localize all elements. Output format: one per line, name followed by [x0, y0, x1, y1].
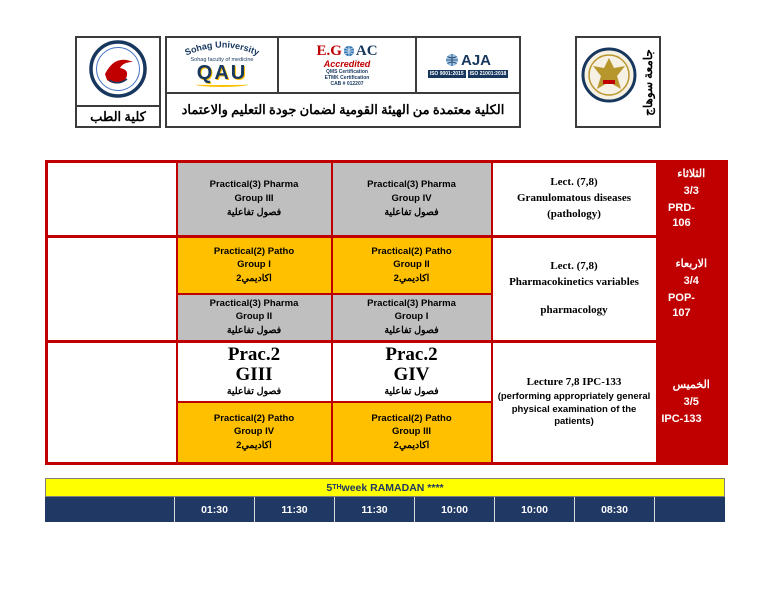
svg-text:Sohag University: Sohag University: [183, 39, 261, 58]
session-group: Group I: [237, 259, 271, 271]
day-date: 3/3: [683, 185, 699, 198]
practical-title: Prac.2: [227, 343, 281, 365]
session-mode: فصول تفاعلية: [384, 385, 439, 397]
time-row: [45, 497, 725, 522]
university-name-text: جامعة سوهاج: [640, 48, 655, 116]
qau-subtitle: Sohag faculty of medicine: [190, 57, 254, 63]
globe-icon: [445, 53, 459, 67]
university-logo-icon: [581, 47, 637, 103]
empty-cell-wednesday: [47, 237, 177, 342]
session-title: Practical(2) Patho: [371, 245, 452, 257]
cell-thursday-prac-group4: [332, 341, 492, 401]
aja-wordmark: [445, 53, 491, 68]
lecture-topic: Granulomatous diseases: [517, 192, 631, 205]
accreditation-statement: الكلية معتمدة من الهيئة القومية لضمان جودة التعليم والاعتماد: [181, 101, 505, 117]
day-date: 3/4: [683, 275, 699, 288]
session-mode: فصول تفاعلية: [384, 325, 439, 337]
egac-cert-line-1: QMS Certification: [326, 68, 368, 75]
day-cell-wednesday: [657, 237, 727, 342]
cell-tuesday-lecture: [492, 162, 657, 237]
session-title: Practical(3) Pharma: [367, 297, 456, 309]
faculty-name: كلية الطب: [77, 105, 159, 126]
session-group: Group IV: [391, 193, 432, 205]
university-logo-box: [575, 36, 661, 128]
cell-thursday-lecture: [492, 341, 657, 463]
session-title: Practical(3) Pharma: [209, 297, 299, 309]
cell-wednesday-patho-group1: [177, 237, 332, 294]
lecture-subject: (pathology): [547, 207, 601, 220]
practical-group: GIII: [235, 363, 273, 385]
time-cell-blank-right: [655, 497, 725, 522]
egac-cert-line-3: CAB # 012207: [330, 80, 364, 87]
cell-wednesday-lecture: [492, 237, 657, 342]
cell-tuesday-pharma-group3: [177, 162, 332, 237]
egac-logo: [279, 38, 417, 92]
session-mode: فصول تفاعلية: [226, 206, 282, 218]
day-date: 3/5: [683, 396, 699, 408]
day-cell-thursday: [657, 341, 727, 463]
empty-cell-tuesday: [47, 162, 177, 237]
header-logos: [75, 36, 661, 128]
time-cell-3: 11:30: [335, 497, 415, 522]
schedule-table: [45, 160, 728, 465]
session-mode: اكاديمي2: [393, 440, 430, 452]
session-title: Practical(2) Patho: [371, 412, 452, 424]
day-cell-tuesday: [657, 162, 727, 237]
lecture-description: (performing appropriately general physical examination of the patients): [497, 390, 651, 428]
session-mode: اكاديمي2: [236, 440, 272, 452]
lecture-slot: Lecture 7,8 IPC-133: [526, 375, 622, 388]
faculty-logo-box: [75, 36, 161, 128]
time-cell-blank-left: [45, 497, 175, 522]
session-group: Group III: [234, 193, 274, 205]
qau-swoosh-decoration: [196, 82, 248, 87]
session-title: Practical(2) Patho: [213, 412, 295, 424]
time-cell-5: 10:00: [495, 497, 575, 522]
iso-9001-badge: ISO 9001:2015: [429, 70, 464, 77]
lecture-slot: Lect. (7,8): [550, 259, 598, 272]
session-group: Group I: [394, 311, 429, 323]
time-cell-2: 11:30: [255, 497, 335, 522]
banner-week-number: 5: [326, 481, 333, 494]
session-group: Group II: [235, 311, 273, 323]
course-code: IPC-133: [661, 412, 702, 425]
session-title: Practical(3) Pharma: [367, 179, 456, 191]
egac-cert-line-2: ETMK Certification: [324, 74, 370, 81]
aja-name: AJA: [460, 51, 491, 69]
aja-logo: [417, 38, 519, 92]
session-mode: فصول تفاعلية: [384, 206, 439, 218]
course-code: POP-107: [668, 291, 695, 319]
egac-wordmark: [316, 44, 377, 59]
qau-acronym: QAU: [196, 62, 248, 84]
cell-wednesday-patho-group2: [332, 237, 492, 294]
lecture-subject: pharmacology: [540, 303, 608, 316]
practical-group: GIV: [393, 363, 430, 385]
day-name: الثلاثاء: [677, 168, 706, 181]
cell-wednesday-pharma-group1: [332, 294, 492, 342]
lecture-topic: Pharmacokinetics variables: [509, 275, 639, 288]
session-mode: اكاديمي2: [236, 273, 272, 285]
practical-title: Prac.2: [385, 343, 438, 365]
egac-letters-right: AC: [355, 42, 378, 59]
cell-wednesday-pharma-group2: [177, 294, 332, 342]
time-cell-4: 10:00: [415, 497, 495, 522]
accreditation-box: [165, 36, 521, 128]
cell-tuesday-pharma-group4: [332, 162, 492, 237]
session-mode: فصول تفاعلية: [226, 385, 282, 397]
empty-cell-thursday: [47, 341, 177, 463]
week-banner: 5 TH week RAMADAN ****: [45, 478, 725, 497]
lecture-slot: Lect. (7,8): [550, 176, 598, 189]
cell-thursday-patho-group4: [177, 402, 332, 464]
session-title: Practical(2) Patho: [213, 245, 295, 257]
time-cell-1: 01:30: [175, 497, 255, 522]
session-title: Practical(3) Pharma: [209, 179, 299, 191]
session-mode: فصول تفاعلية: [226, 325, 282, 337]
aja-iso-badges: [428, 70, 509, 78]
egac-letters-left: E.G: [316, 42, 342, 59]
session-group: Group II: [393, 259, 430, 271]
faculty-logo-icon: [89, 40, 147, 98]
qau-logo: [167, 38, 279, 92]
iso-21001-badge: ISO 21001:2018: [469, 70, 507, 77]
session-mode: اكاديمي2: [393, 273, 430, 285]
cell-thursday-prac-group3: [177, 341, 332, 401]
globe-icon: [343, 45, 355, 57]
day-name: الخميس: [672, 379, 710, 392]
university-name: [637, 38, 659, 126]
banner-week-text: week RAMADAN ****: [341, 481, 444, 494]
session-group: Group III: [391, 426, 432, 438]
session-group: Group IV: [233, 426, 275, 438]
egac-accredited-label: Accredited: [323, 58, 371, 69]
course-code: PRD-106: [668, 202, 695, 229]
cell-thursday-patho-group3: [332, 402, 492, 464]
day-name: الاربعاء: [675, 258, 708, 271]
time-cell-6: 08:30: [575, 497, 655, 522]
logo-row: [167, 38, 519, 94]
